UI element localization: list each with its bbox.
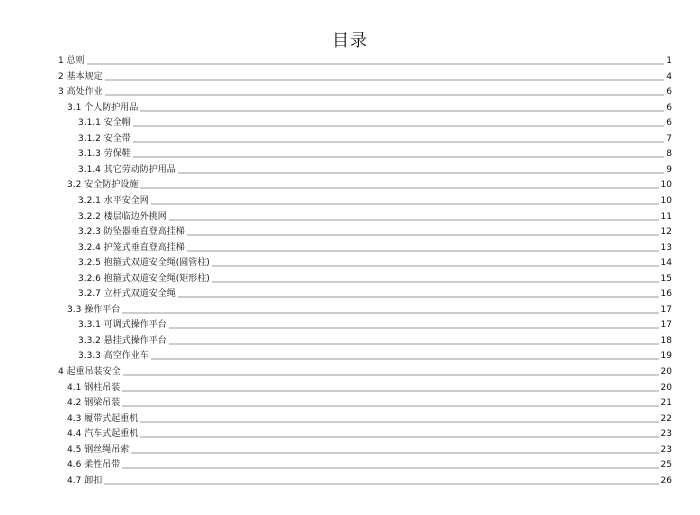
toc-entry-text: 其它劳动防护用品 — [103, 165, 176, 175]
toc-entry-number: 3.2.5 — [78, 258, 101, 268]
dot-leader — [151, 358, 659, 360]
toc-entry-page-number: 6 — [666, 118, 672, 128]
toc-entry-page-number: 23 — [660, 429, 672, 439]
toc-entry[interactable] — [78, 272, 672, 285]
toc-entry[interactable] — [67, 412, 672, 425]
toc-entry-label — [78, 336, 168, 347]
toc-entry-label — [78, 258, 211, 269]
toc-entry-label — [78, 274, 211, 285]
toc-entry-text: 起重吊装安全 — [66, 367, 121, 377]
toc-entry-text: 水平安全网 — [103, 196, 149, 206]
toc-entry[interactable] — [78, 256, 672, 269]
dot-leader — [122, 405, 658, 407]
toc-entry-number: 3.2.1 — [78, 196, 101, 206]
dot-leader — [212, 281, 659, 283]
toc-entry-page-number: 17 — [660, 320, 672, 330]
toc-entry[interactable] — [67, 396, 672, 409]
toc-entry-label — [58, 56, 86, 67]
toc-entry-page-number: 25 — [660, 460, 672, 470]
toc-entry-label — [67, 460, 121, 471]
dot-leader — [187, 234, 659, 236]
toc-entry-page-number: 16 — [660, 289, 672, 299]
toc-entry[interactable] — [78, 163, 672, 176]
toc-entry-number: 3.3.2 — [78, 336, 101, 346]
toc-entry-text: 立杆式双道安全绳 — [103, 289, 176, 299]
toc-entry-label — [67, 445, 130, 456]
toc-entry-page-number: 6 — [666, 103, 672, 113]
toc-entry-label — [78, 165, 177, 176]
toc-entry[interactable] — [78, 334, 672, 347]
dot-leader — [133, 125, 664, 127]
toc-entry[interactable] — [67, 443, 672, 456]
toc-entry-text: 操作平台 — [84, 305, 121, 315]
toc-entry[interactable] — [58, 365, 672, 378]
toc-entry-number: 3.2.2 — [78, 212, 101, 222]
toc-entry-number: 4.4 — [67, 429, 82, 439]
toc-entry-page-number: 10 — [660, 196, 672, 206]
toc-entry-page-number: 8 — [666, 149, 672, 159]
toc-entry[interactable] — [78, 116, 672, 129]
toc-entry[interactable] — [67, 101, 672, 114]
toc-entry[interactable] — [67, 474, 672, 487]
dot-leader — [123, 374, 659, 376]
toc-entry-page-number: 7 — [666, 134, 672, 144]
toc-entry-page-number: 18 — [660, 336, 672, 346]
toc-entry-label — [78, 196, 150, 207]
dot-leader — [178, 296, 659, 298]
toc-title: 目录 — [332, 31, 368, 51]
toc-entry-number: 3 — [58, 87, 64, 97]
toc-entry-number: 3.1.1 — [78, 118, 101, 128]
toc-entry-number: 2 — [58, 72, 64, 82]
dot-leader — [122, 390, 658, 392]
toc-entry-page-number: 15 — [660, 274, 672, 284]
dot-leader — [105, 94, 665, 96]
toc-entry-number: 3.2 — [67, 180, 82, 190]
dot-leader — [187, 250, 659, 252]
dot-leader — [133, 156, 664, 158]
toc-entry-page-number: 4 — [666, 72, 672, 82]
toc-entry-label — [67, 414, 139, 425]
dot-leader — [131, 452, 658, 454]
toc-entry-page-number: 23 — [660, 445, 672, 455]
toc-entry-number: 3.1.4 — [78, 165, 101, 175]
toc-entry-number: 1 — [58, 56, 64, 66]
toc-entry-text: 安全带 — [103, 134, 131, 144]
toc-entry[interactable] — [78, 318, 672, 331]
toc-entry-label — [78, 227, 186, 238]
toc-entry[interactable] — [78, 147, 672, 160]
toc-entry-label — [78, 134, 132, 145]
toc-entry-label — [67, 103, 139, 114]
toc-entry-page-number: 14 — [660, 258, 672, 268]
toc-entry-label — [78, 243, 186, 254]
toc-entry-number: 3.2.7 — [78, 289, 101, 299]
toc-entry-number: 4.2 — [67, 398, 82, 408]
toc-entry-number: 3.2.6 — [78, 274, 101, 284]
toc-entry-number: 4.6 — [67, 460, 82, 470]
toc-entry-label — [78, 149, 132, 160]
toc-entry[interactable] — [78, 287, 672, 300]
toc-entry-label — [58, 87, 104, 98]
toc-entry-number: 3.3 — [67, 305, 82, 315]
toc-entry-text: 抱箍式双道安全绳(矩形柱) — [103, 274, 210, 284]
toc-entry-label — [58, 367, 122, 378]
toc-entry-text: 安全防护设施 — [84, 180, 139, 190]
dot-leader — [140, 110, 664, 112]
toc-entry[interactable] — [67, 427, 672, 440]
toc-entry[interactable] — [78, 241, 672, 254]
toc-entry-page-number: 20 — [660, 383, 672, 393]
toc-entry-number: 3.1.2 — [78, 134, 101, 144]
dot-leader — [140, 436, 658, 438]
toc-entry-label — [67, 398, 121, 409]
dot-leader — [105, 79, 665, 81]
toc-entry-number: 4.1 — [67, 383, 82, 393]
toc-entry-text: 总则 — [66, 56, 85, 66]
toc-entry-text: 防坠器垂直登高挂梯 — [103, 227, 185, 237]
toc-entry-text: 安全帽 — [103, 118, 131, 128]
dot-leader — [140, 421, 658, 423]
toc-entry[interactable] — [58, 85, 672, 98]
toc-entry-page-number: 6 — [666, 87, 672, 97]
toc-entry-number: 3.1 — [67, 103, 82, 113]
dot-leader — [133, 141, 664, 143]
toc-entry-label — [78, 118, 132, 129]
toc-entry-number: 3.1.3 — [78, 149, 101, 159]
toc-entry-number: 3.2.3 — [78, 227, 101, 237]
toc-entry[interactable] — [67, 178, 672, 191]
toc-entry-label — [67, 429, 139, 440]
toc-entry-page-number: 22 — [660, 414, 672, 424]
toc-entry-label — [58, 72, 104, 83]
dot-leader — [178, 172, 664, 174]
toc-entry[interactable] — [67, 458, 672, 471]
toc-entry-page-number: 21 — [660, 398, 672, 408]
toc-entry-page-number: 20 — [660, 367, 672, 377]
toc-entry-number: 4.3 — [67, 414, 82, 424]
dot-leader — [122, 467, 658, 469]
toc-entry-text: 履带式起重机 — [84, 414, 139, 424]
toc-entry-text: 柔性吊带 — [84, 460, 121, 470]
dot-leader — [140, 187, 658, 189]
toc-entry-page-number: 19 — [660, 351, 672, 361]
toc-entry-page-number: 13 — [660, 243, 672, 253]
toc-entry-text: 抱箍式双道安全绳(圆管柱) — [103, 258, 210, 268]
toc-entry[interactable] — [78, 132, 672, 145]
toc-entry-number: 3.2.4 — [78, 243, 101, 253]
toc-entry[interactable] — [67, 303, 672, 316]
toc-entry-text: 高空作业车 — [103, 351, 149, 361]
toc-entry[interactable] — [78, 194, 672, 207]
dot-leader — [169, 219, 659, 221]
toc-entry-number: 4 — [58, 367, 64, 377]
toc-entry-text: 基本规定 — [66, 72, 103, 82]
toc-entry-label — [78, 351, 150, 362]
toc-entry-page-number: 10 — [660, 180, 672, 190]
toc-entry-text: 个人防护用品 — [84, 103, 139, 113]
toc-entry-label — [67, 476, 103, 487]
dot-leader — [87, 63, 665, 65]
toc-entry[interactable] — [78, 210, 672, 223]
toc-entry-label — [78, 289, 177, 300]
toc-entry-label — [67, 383, 121, 394]
toc-entry-number: 4.7 — [67, 476, 82, 486]
toc-entry-text: 卸扣 — [84, 476, 103, 486]
toc-entry[interactable] — [78, 225, 672, 238]
dot-leader — [169, 327, 659, 329]
toc-entry-page-number: 12 — [660, 227, 672, 237]
toc-entry[interactable] — [78, 349, 672, 362]
toc-entry-text: 劳保鞋 — [103, 149, 131, 159]
dot-leader — [151, 203, 659, 205]
toc-entry[interactable] — [67, 381, 672, 394]
toc-entry-number: 3.3.1 — [78, 320, 101, 330]
toc-entry-label — [78, 320, 168, 331]
dot-leader — [122, 312, 658, 314]
toc-entry-label — [67, 305, 121, 316]
toc-entry-text: 汽车式起重机 — [84, 429, 139, 439]
toc-entry-text: 钢梁吊装 — [84, 398, 121, 408]
toc-entry-text: 高处作业 — [66, 87, 103, 97]
toc-entry-text: 楼层临边外挑网 — [103, 212, 167, 222]
toc-entry-page-number: 17 — [660, 305, 672, 315]
toc-entry-page-number: 9 — [666, 165, 672, 175]
toc-entry-text: 可调式操作平台 — [103, 320, 167, 330]
toc-entry-page-number: 1 — [666, 56, 672, 66]
toc-entry-label — [78, 212, 168, 223]
dot-leader — [104, 483, 658, 485]
toc-entry-number: 3.3.3 — [78, 351, 101, 361]
toc-entry-text: 护笼式垂直登高挂梯 — [103, 243, 185, 253]
dot-leader — [169, 343, 659, 345]
toc-entry-label — [67, 180, 139, 191]
toc-entry-text: 钢柱吊装 — [84, 383, 121, 393]
toc-entry-number: 4.5 — [67, 445, 82, 455]
dot-leader — [212, 265, 659, 267]
toc-entry-page-number: 11 — [660, 212, 672, 222]
toc-entry[interactable] — [58, 70, 672, 83]
toc-entry-text: 钢丝绳吊索 — [84, 445, 130, 455]
toc-entry[interactable] — [58, 54, 672, 67]
toc-entry-text: 悬挂式操作平台 — [103, 336, 167, 346]
toc-entry-page-number: 26 — [660, 476, 672, 486]
